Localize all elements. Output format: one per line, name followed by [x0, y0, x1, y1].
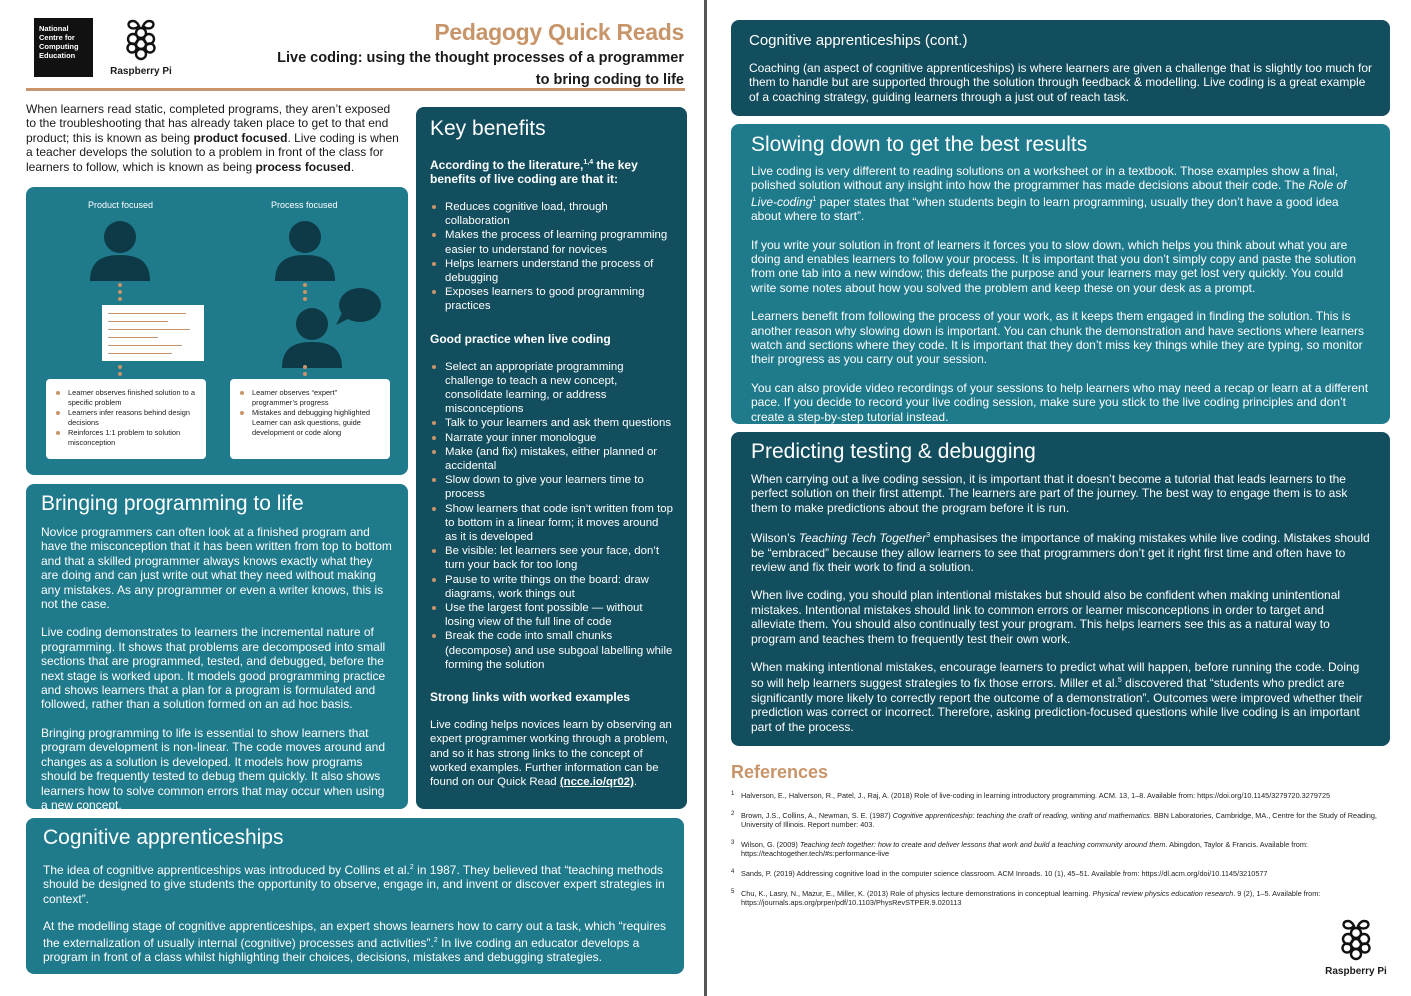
raspberry-pi-logo: [108, 18, 174, 77]
list-item: Makes the process of learning programming easier to understand for novices: [430, 228, 673, 256]
right-page: [707, 0, 1411, 996]
paragraph: If you write your solution in front of learners it forces you to slow down, which helps you think about what you are doing and enables learners to follow your process. It is important that you don’t simply copy and paste the solution from one tab into a new window; this defeats the purpose and your learners may get lost very quickly. You could write some notes about how you solved the problem and keep these on your desk as a prompt.: [751, 237, 1357, 295]
header: [204, 19, 684, 90]
reference-item: 1 Halverson, E., Halverson, R., Patel, J., Raj, A. (2018) Role of live-coding in learning introductory programming. ACM. 13, 1–8. Available from: https://doi.org/10.1145/3279720.3279725: [731, 791, 1331, 800]
paragraph: Bringing programming to life is essential to show learners that program development is non-linear. The code moves around and changes as a solution is developed. It models how programs should be frequently tested to debug them quickly. It also shows learners how to solve common errors that may occur when using a new concept.: [41, 725, 385, 812]
section-title: Key benefits: [430, 117, 546, 140]
connector-dots: [118, 365, 122, 379]
section-title: Cognitive apprenticeships (cont.): [749, 32, 968, 49]
section-title: Slowing down to get the best results: [751, 133, 1088, 156]
list-item: Helps learners understand the process of debugging: [430, 257, 673, 285]
paragraph: At the modelling stage of cognitive apprenticeships, an expert shows learners how to carry out a task, which “requires the externalization of usually internal (cognitive) processes and activities”.$^2$ In live coding an educator develops a program in front of a class whilst highlighting their choices, decisions, mistakes and debugging strategies.: [43, 919, 666, 965]
intro-text: .: [350, 159, 355, 174]
list-item: Narrate your inner monologue: [430, 431, 673, 445]
paragraph: Coaching (an aspect of cognitive apprenticeships) is where learners are given a challenge that is slightly too much for them to handle but are supported through the solution through feedback & modelling. Live coding is a great example of a coaching strategy, guiding learners through a just out of reach task.: [749, 61, 1373, 104]
list-item: Select an appropriate programming challenge to teach a new concept, consolidate learning, or address misconceptions: [430, 360, 673, 417]
list-item: Learners infer reasons behind design decisions: [54, 408, 198, 428]
worked-examples-paragraph: Live coding helps novices learn by observing an expert programmer working through a problem, and so it has strong links to the concept of worked examples. Further information can be found on our Quick Read (ncce.io/qr02).: [430, 719, 672, 788]
learner-person-icon: [273, 217, 337, 281]
list-item: Pause to write things on the board: draw diagrams, work things out: [430, 573, 673, 601]
paragraph: The idea of cognitive apprenticeships was introduced by Collins et al.$^2$ in 1987. They believed that “teaching methods should be designed to give students the opportunity to observe, engage in, and invent or discover expert strategies in context”.: [43, 863, 665, 906]
paragraph: Wilson’s Teaching Tech Together$^3$ emphasises the importance of making mistakes while live coding. Mistakes should be “embraced” because they allow learners to see that programmers don’t get it right first time and often have to review and fix their work to find a solution.: [751, 531, 1370, 575]
paragraph: Live coding demonstrates to learners the incremental nature of programming. It shows that problems are decomposed into small sections that are programmed, tested, and debugged, before the next stage is worked upon. It models good programming practice and shows learners that a plan for a program is formulated and followed, rather than a solution formed on an ad hoc basis.: [41, 625, 386, 712]
references-title: References: [731, 762, 829, 782]
list-item: Reinforces 1:1 problem to solution misconception: [54, 428, 198, 448]
cognitive-apprenticeships-cont-section: [731, 20, 1390, 116]
paragraph: When making intentional mistakes, encourage learners to predict what will happen, before running the code. Doing so will help learners suggest strategies to fix those errors. Miller et al.$^5$ discovered that “students who predict are significantly more likely to correctly report the outcome of a demonstration”. Outcomes were improved whether their prediction was correct or incorrect. Therefore, asking prediction-focused questions while live coding is an important part of the process.: [751, 660, 1363, 734]
raspberry-icon: [1337, 918, 1375, 962]
list-item: Slow down to give your learners time to process: [430, 473, 673, 501]
series-title: Pedagogy Quick Reads: [434, 19, 684, 45]
connector-dots: [118, 283, 122, 304]
list-item: Learner observes finished solution to a specific problem: [54, 388, 198, 408]
intro-product-focused: product focused: [193, 130, 288, 145]
paragraph: Learners benefit from following the process of your work, as it keeps them engaged in finding the solution. This is another reason why slowing down is important. You can chunk the demonstration and have sections where learners watch and sections where they code. It is important that they don’t miss key things while they are typing, so monitor their progress as you carry out your session.: [751, 309, 1365, 367]
document-title-line-1: Live coding: using the thought processes of a programmer: [277, 50, 684, 66]
cognitive-apprenticeships-section: [26, 818, 684, 974]
list-item: Be visible: let learners see your face, don’t turn your back for too long: [430, 544, 673, 572]
connector-dots: [303, 365, 307, 379]
learner-person-icon: [88, 217, 152, 281]
good-practice-list: [430, 360, 673, 672]
section-title: Predicting testing & debugging: [751, 440, 1036, 463]
label-process-focused: Process focused: [271, 200, 338, 210]
section-title: Cognitive apprenticeships: [43, 826, 284, 849]
intro-process-focused: process focused: [255, 159, 351, 174]
list-item: Use the largest font possible — without losing view of the full line of code: [430, 601, 673, 629]
benefits-list: [430, 200, 673, 314]
raspberry-pi-label: Raspberry Pi: [110, 66, 172, 77]
list-item: Break the code into small chunks (decompose) and use subgoal labelling while forming the solution: [430, 629, 673, 672]
paragraph: When live coding, you should plan intentional mistakes but should also be confident when making unintentional mistakes. Intentional mistakes should link to common errors or learner misconceptions in order to target and alleviate them. You should also continually test your program. This helps learners see this as a natural way to program and teaches them to frequently test their own work.: [751, 588, 1341, 646]
connector-dots: [303, 283, 307, 304]
list-item: Talk to your learners and ask them questions: [430, 416, 673, 430]
list-item: Exposes learners to good programming practices: [430, 285, 673, 313]
key-benefits-intro: According to the literature,$^{1,4}$ the key benefits of live coding are that it:: [430, 158, 638, 186]
document-title-line-2: to bring coding to life: [535, 72, 684, 88]
list-item: Learner can ask questions, guide development or code along: [252, 418, 361, 437]
list-item: Reduces cognitive load, through collaboration: [430, 200, 673, 228]
reference-item: 3 Wilson, G. (2009) Teaching tech together: how to create and deliver lessons that work and build a teaching community around them. Abingdon, Taylor & Francis. Available from: https://teachtogether.tech/#s:performance-live: [731, 839, 1308, 859]
paragraph: Live coding is very different to reading solutions on a worksheet or in a textbook. Those examples show a final, polished solution without any insight into how the programmer has made decisions about their code. The Role of Live-coding$^1$ paper states that “when students begin to learn programming, usually they don’t have a good idea about where to start”.: [751, 164, 1347, 224]
quick-read-link[interactable]: (ncce.io/qr02): [559, 775, 634, 788]
list-item: Show learners that code isn’t written from top to bottom in a linear form; it moves around as it is developed: [430, 502, 673, 545]
ncce-logo-text: National Centre for Computing Education: [39, 24, 79, 60]
raspberry-icon: [122, 18, 160, 62]
label-product-focused: Product focused: [88, 200, 154, 210]
worked-examples-title: Strong links with worked examples: [430, 690, 631, 705]
intro-paragraph: [26, 102, 401, 174]
section-title: Bringing programming to life: [41, 492, 304, 515]
paragraph: Novice programmers can often look at a finished program and have the misconception that it has been written from top to bottom and that a skilled programmer always knows exactly what they are doing and can just write out what they need without making any mistakes. As any programmer or even a writer knows, this is not the case.: [41, 525, 392, 612]
key-benefits-section: [416, 107, 687, 809]
product-vs-process-diagram: [26, 187, 408, 475]
speech-bubble-icon: [334, 287, 382, 327]
intro-text: When learners read static, completed programs, they aren’t exposed to the troubleshooting that has already taken place to get to that end product; this is known as being: [26, 102, 391, 145]
reference-item: 4 Sands, P. (2019) Addressing cognitive load in the computer science classroom. ACM Inroads. 10 (1), 45–51. Available from: https://dl.acm.org/doi/10.1145/3210577: [731, 868, 1268, 878]
references-list: [731, 791, 1401, 918]
raspberry-pi-label: Raspberry Pi: [1325, 966, 1387, 977]
reference-item: 5 Chu, K., Lasry, N., Mazur, E., Miller, K. (2013) Role of physics lecture demonstrations in conceptual learning. Physical review physics education research. 9 (2), 1–5. Available from: https://journals.aps.org/prper/pdf/10.1103/PhysRevSTPER.9.020113: [731, 888, 1321, 908]
bringing-programming-section: [26, 484, 408, 812]
list-item: Learner observes “expert” programmer’s progress: [238, 388, 382, 408]
raspberry-pi-footer-logo: [1321, 918, 1391, 977]
reference-item: 2 Brown, J.S., Collins, A., Newman, S. E. (1987) Cognitive apprenticeship: teaching the craft of reading, writing and mathematics. BBN Laboratories, Cambridge, MA., Centre for the Study of Reading, University of Illinois. Report number: 403.: [731, 810, 1377, 830]
list-item: Mistakes and debugging highlighted: [238, 408, 382, 418]
left-page: [0, 0, 704, 996]
predicting-testing-section: [731, 432, 1390, 746]
process-focused-card: [230, 379, 390, 459]
paragraph: You can also provide video recordings of your sessions to help learners who may need a recap or learn at a different pace. If you decide to record your live coding session, make sure you stick to the live coding principles and don’t create a step-by-step tutorial instead.: [751, 380, 1369, 424]
ncce-logo: [34, 18, 93, 77]
slowing-down-section: [731, 124, 1390, 424]
good-practice-title: Good practice when live coding: [430, 331, 611, 346]
product-focused-card: [46, 379, 206, 459]
list-item: Make (and fix) mistakes, either planned or accidental: [430, 445, 673, 473]
intro-text: . Live coding is when a teacher develops the solution to a problem in front of the class for learners to follow, which is known as being: [26, 130, 399, 174]
header-divider: [26, 88, 685, 91]
code-listing-icon: [102, 305, 204, 361]
paragraph: When carrying out a live coding session, it is important that it doesn’t become a tutorial that leads learners to the perfect solution on their first attempt. The learners are part of the journey. The best way to engage them is to ask them to make predictions about the program before it is run.: [751, 472, 1348, 515]
